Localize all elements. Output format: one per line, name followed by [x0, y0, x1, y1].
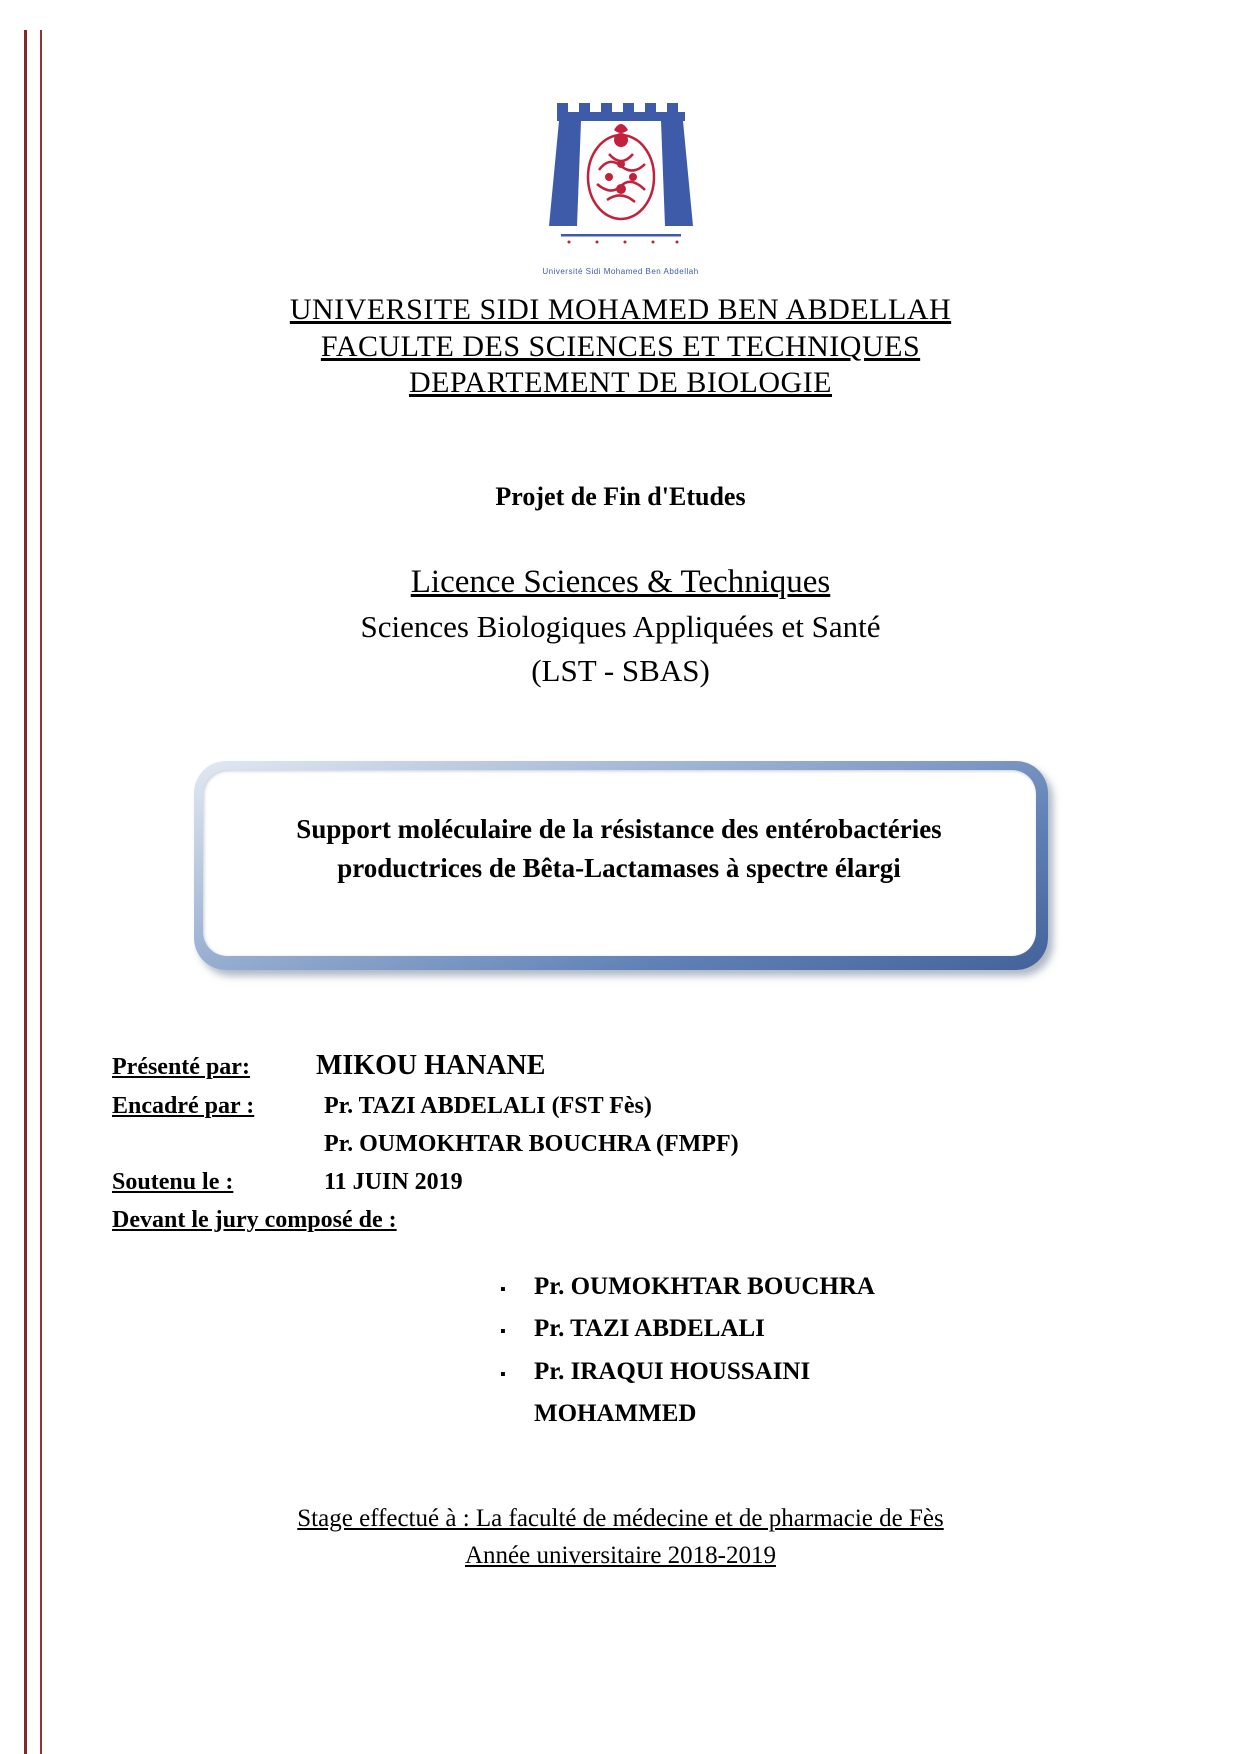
university-name: UNIVERSITE SIDI MOHAMED BEN ABDELLAH — [289, 293, 952, 326]
defense-info-block — [112, 1044, 1241, 1240]
project-type: Projet de Fin d'Etudes — [495, 481, 746, 511]
square-bullet-icon: ▪ — [500, 1323, 506, 1341]
defense-date-row — [112, 1164, 1241, 1202]
presented-by-label: Présenté par: — [112, 1053, 250, 1080]
degree-program: Licence Sciences & Techniques — [410, 563, 831, 600]
jury-member-3-line2: MOHAMMED — [534, 1400, 697, 1428]
thesis-title-line2: productrices de Bêta-Lactamases à spectre élargi — [337, 852, 901, 883]
presented-by-value: MIKOU HANANE — [316, 1049, 546, 1081]
defense-date-label: Soutenu le : — [112, 1168, 234, 1195]
jury-member-3: Pr. IRAQUI HOUSSAINI — [534, 1357, 811, 1385]
academic-year: Année universitaire 2018-2019 — [464, 1542, 777, 1570]
jury-intro-label: Devant le jury composé de : — [112, 1206, 397, 1233]
thesis-title-line1: Support moléculaire de la résistance des entérobactéries — [296, 813, 942, 844]
square-bullet-icon: ▪ — [500, 1365, 506, 1383]
supervisor-2: Pr. OUMOKHTAR BOUCHRA (FMPF) — [324, 1130, 739, 1157]
logo-caption: Université Sidi Mohamed Ben Abdellah — [542, 267, 699, 276]
internship-location: Stage effectué à : La faculté de médecine et de pharmacie de Fès — [297, 1504, 944, 1532]
university-logo — [521, 92, 721, 260]
supervised-by-label: Encadré par : — [112, 1093, 255, 1120]
university-logo-block — [0, 92, 1241, 276]
degree-abbreviation: (LST - SBAS) — [531, 652, 710, 688]
square-bullet-icon: ▪ — [500, 1280, 506, 1298]
jury-member-2: Pr. TAZI ABDELALI — [534, 1315, 765, 1343]
left-border-outer-line — [24, 30, 27, 1754]
department-name: DEPARTEMENT DE BIOLOGIE — [408, 366, 833, 400]
jury-member-1: Pr. OUMOKHTAR BOUCHRA — [534, 1272, 875, 1300]
jury-intro-row — [112, 1202, 1241, 1240]
jury-member-row — [500, 1308, 1241, 1351]
faculty-name: FACULTE DES SCIENCES ET TECHNIQUES — [320, 329, 921, 363]
thesis-title-box — [194, 761, 1048, 970]
supervisor-1: Pr. TAZI ABDELALI (FST Fès) — [324, 1093, 652, 1120]
supervisor-row-1 — [112, 1088, 1241, 1126]
supervisor-row-2 — [112, 1126, 1241, 1164]
defense-date-value: 11 JUIN 2019 — [324, 1168, 463, 1195]
presented-by-row — [112, 1044, 1241, 1088]
degree-specialty: Sciences Biologiques Appliquées et Santé — [360, 608, 881, 644]
left-border-inner-line — [40, 30, 42, 1754]
footer-block — [0, 1500, 1241, 1575]
jury-member-row — [500, 1266, 1241, 1309]
institution-header — [0, 292, 1241, 402]
jury-member-row — [500, 1351, 1241, 1394]
thesis-title-box-inner — [203, 770, 1036, 956]
degree-block — [0, 564, 1241, 689]
jury-list — [500, 1266, 1241, 1436]
